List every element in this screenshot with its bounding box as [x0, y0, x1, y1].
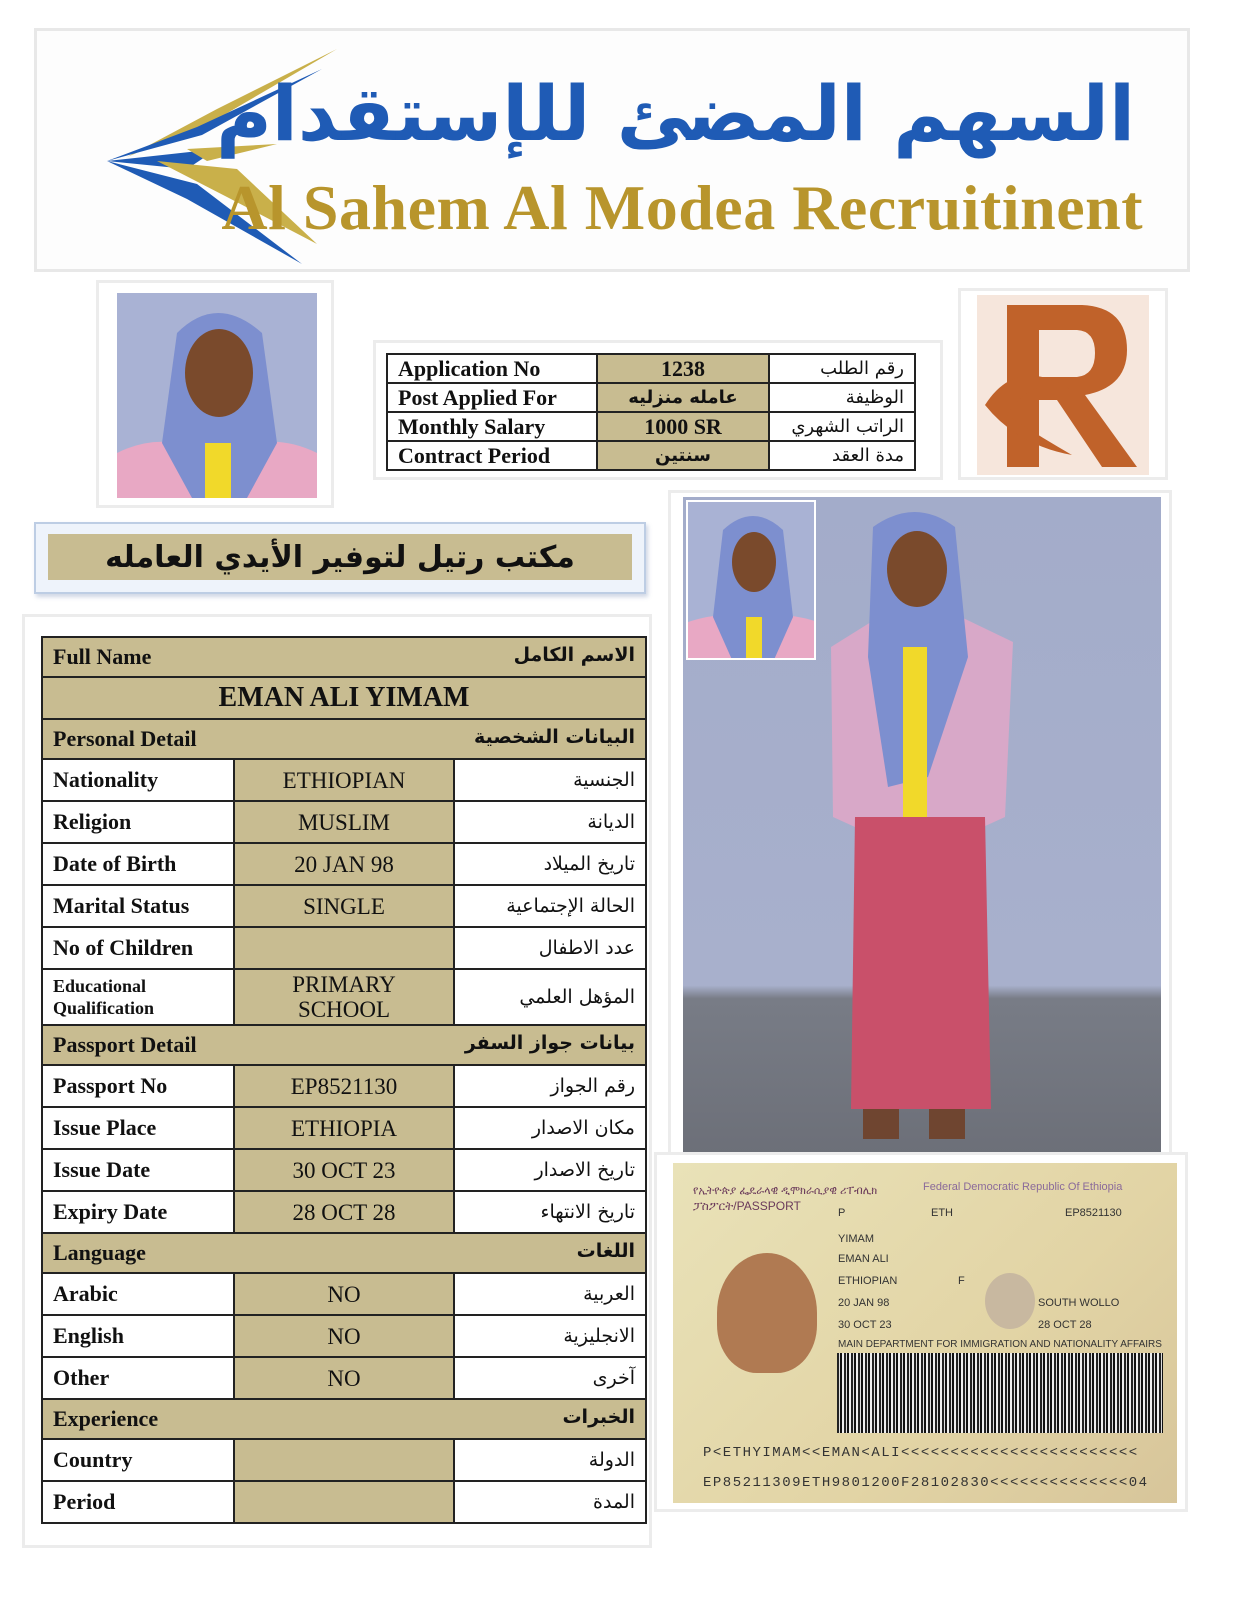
- nationality-label-ar: الجنسية: [454, 759, 646, 801]
- monthly-salary-label: Monthly Salary: [387, 412, 597, 441]
- passport-country-code: ETH: [931, 1207, 953, 1219]
- arabic-label-ar: العربية: [454, 1273, 646, 1315]
- issue-date-value: 30 OCT 23: [234, 1149, 454, 1191]
- no-of-children-label-ar: عدد الاطفال: [454, 927, 646, 969]
- r-letter-logo-icon: [977, 295, 1149, 475]
- expiry-date-value: 28 OCT 28: [234, 1191, 454, 1233]
- passport-title-english: Federal Democratic Republic Of Ethiopia: [923, 1181, 1123, 1193]
- experience-label-ar: الخبرات: [562, 1406, 635, 1428]
- religion-value: MUSLIM: [234, 801, 454, 843]
- table-row: [42, 1315, 646, 1357]
- date-of-birth-value: 20 JAN 98: [234, 843, 454, 885]
- headshot-photo: [117, 293, 317, 498]
- passport-no-label-ar: رقم الجواز: [454, 1065, 646, 1107]
- full-name-label-ar: الاسم الكامل: [513, 644, 635, 666]
- other-value: NO: [234, 1357, 454, 1399]
- table-row: [387, 383, 915, 412]
- other-label: Other: [42, 1357, 234, 1399]
- full-body-photo: [683, 497, 1161, 1157]
- passport-authority: MAIN DEPARTMENT FOR IMMIGRATION AND NATIONALITY AFFAIRS: [838, 1339, 1162, 1350]
- education-label-ar: المؤهل العلمي: [454, 969, 646, 1025]
- full-name-label: Full Name: [53, 644, 152, 669]
- table-row: [42, 1149, 646, 1191]
- passport-mrz-line-1: P<ETHYIMAM<<EMAN<ALI<<<<<<<<<<<<<<<<<<<<<<<<: [703, 1445, 1139, 1461]
- expiry-date-label: Expiry Date: [42, 1191, 234, 1233]
- language-header-row: [42, 1233, 646, 1273]
- company-name-arabic: السهم المضئ للإستقدام: [216, 69, 1135, 158]
- passport-dob: 20 JAN 98: [838, 1297, 890, 1309]
- marital-status-label-ar: الحالة الإجتماعية: [454, 885, 646, 927]
- table-row: [387, 441, 915, 470]
- passport-scan-frame: [654, 1152, 1188, 1512]
- marital-status-label: Marital Status: [42, 885, 234, 927]
- post-applied-value: عامله منزليه: [597, 383, 769, 412]
- marital-status-value: SINGLE: [234, 885, 454, 927]
- table-row: [42, 1191, 646, 1233]
- english-label: English: [42, 1315, 234, 1357]
- table-row: [42, 1273, 646, 1315]
- issue-date-label-ar: تاريخ الاصدار: [454, 1149, 646, 1191]
- full-name-value: EMAN ALI YIMAM: [42, 677, 646, 719]
- experience-label: Experience: [53, 1406, 159, 1431]
- full-name-header-row: [42, 637, 646, 677]
- table-row: [42, 885, 646, 927]
- monthly-salary-value: 1000 SR: [597, 412, 769, 441]
- passport-given-name: EMAN ALI: [838, 1253, 889, 1265]
- passport-barcode: [837, 1353, 1163, 1433]
- application-no-value: 1238: [597, 354, 769, 383]
- passport-scan: [673, 1163, 1177, 1503]
- details-frame: [22, 614, 652, 1548]
- language-label: Language: [53, 1240, 146, 1265]
- english-label-ar: الانجليزية: [454, 1315, 646, 1357]
- table-row: [42, 969, 646, 1025]
- table-row: [387, 354, 915, 383]
- passport-expiry-date: 28 OCT 28: [1038, 1319, 1092, 1331]
- full-body-photo-frame: [668, 490, 1172, 1160]
- table-row: [42, 759, 646, 801]
- arabic-label: Arabic: [42, 1273, 234, 1315]
- company-name-english: Al Sahem Al Modea Recruitinent: [221, 172, 1143, 243]
- table-row: [42, 1065, 646, 1107]
- table-row: [387, 412, 915, 441]
- passport-mrz-line-2: EP85211309ETH9801200F28102830<<<<<<<<<<<<<<04: [703, 1475, 1149, 1491]
- date-of-birth-label-ar: تاريخ الميلاد: [454, 843, 646, 885]
- passport-ghost-photo: [985, 1273, 1035, 1329]
- expiry-date-label-ar: تاريخ الانتهاء: [454, 1191, 646, 1233]
- no-of-children-value: [234, 927, 454, 969]
- application-info-frame: [373, 340, 943, 480]
- table-row: [42, 927, 646, 969]
- personal-detail-header-row: [42, 719, 646, 759]
- issue-place-label: Issue Place: [42, 1107, 234, 1149]
- application-no-label-ar: رقم الطلب: [769, 354, 915, 383]
- passport-type: P: [838, 1207, 846, 1219]
- table-row: [42, 1481, 646, 1523]
- contract-period-label-ar: مدة العقد: [769, 441, 915, 470]
- passport-no-label: Passport No: [42, 1065, 234, 1107]
- company-banner: [34, 28, 1190, 272]
- religion-label: Religion: [42, 801, 234, 843]
- nationality-label: Nationality: [42, 759, 234, 801]
- contract-period-value: سنتين: [597, 441, 769, 470]
- application-info-table: [386, 353, 916, 471]
- country-value: [234, 1439, 454, 1481]
- table-row: [42, 1107, 646, 1149]
- no-of-children-label: No of Children: [42, 927, 234, 969]
- application-no-label: Application No: [387, 354, 597, 383]
- period-label: Period: [42, 1481, 234, 1523]
- date-of-birth-label: Date of Birth: [42, 843, 234, 885]
- office-banner: [34, 522, 646, 594]
- period-value: [234, 1481, 454, 1523]
- passport-label: ፓስፖርት/PASSPORT: [693, 1199, 801, 1213]
- passport-issue-date: 30 OCT 23: [838, 1319, 892, 1331]
- personal-detail-label-ar: البيانات الشخصية: [474, 726, 635, 748]
- inset-headshot-photo: [686, 500, 816, 660]
- arabic-value: NO: [234, 1273, 454, 1315]
- nationality-value: ETHIOPIAN: [234, 759, 454, 801]
- education-value: PRIMARY SCHOOL: [234, 969, 454, 1025]
- period-label-ar: المدة: [454, 1481, 646, 1523]
- passport-detail-label-ar: بيانات جواز السفر: [464, 1032, 635, 1054]
- personal-detail-label: Personal Detail: [53, 726, 197, 751]
- country-label: Country: [42, 1439, 234, 1481]
- religion-label-ar: الديانة: [454, 801, 646, 843]
- table-row: [42, 801, 646, 843]
- table-row: [42, 1357, 646, 1399]
- english-value: NO: [234, 1315, 454, 1357]
- contract-period-label: Contract Period: [387, 441, 597, 470]
- passport-sex: F: [958, 1275, 965, 1287]
- passport-detail-header-row: [42, 1025, 646, 1065]
- issue-place-value: ETHIOPIA: [234, 1107, 454, 1149]
- passport-number: EP8521130: [1065, 1207, 1122, 1219]
- monthly-salary-label-ar: الراتب الشهري: [769, 412, 915, 441]
- office-title: مكتب رتيل لتوفير الأيدي العامله: [48, 534, 632, 580]
- language-label-ar: اللغات: [576, 1240, 635, 1262]
- full-name-row: [42, 677, 646, 719]
- passport-photo: [717, 1253, 817, 1373]
- passport-detail-label: Passport Detail: [53, 1032, 197, 1057]
- education-label: Educational Qualification: [42, 969, 234, 1025]
- passport-nationality: ETHIOPIAN: [838, 1275, 898, 1287]
- post-applied-label-ar: الوظيفة: [769, 383, 915, 412]
- experience-header-row: [42, 1399, 646, 1439]
- passport-surname: YIMAM: [838, 1233, 875, 1245]
- passport-place-of-birth: SOUTH WOLLO: [1038, 1297, 1120, 1309]
- passport-no-value: EP8521130: [234, 1065, 454, 1107]
- headshot-photo-frame: [96, 280, 334, 508]
- table-row: [42, 843, 646, 885]
- details-table: [41, 636, 647, 1524]
- issue-place-label-ar: مكان الاصدار: [454, 1107, 646, 1149]
- issue-date-label: Issue Date: [42, 1149, 234, 1191]
- post-applied-label: Post Applied For: [387, 383, 597, 412]
- country-label-ar: الدولة: [454, 1439, 646, 1481]
- other-label-ar: آخرى: [454, 1357, 646, 1399]
- table-row: [42, 1439, 646, 1481]
- r-logo-frame: [958, 288, 1168, 480]
- passport-title-amharic: የኢትዮጵያ ፌዴራላዊ ዲሞክራሲያዊ ሪፐብሊክ: [693, 1185, 878, 1197]
